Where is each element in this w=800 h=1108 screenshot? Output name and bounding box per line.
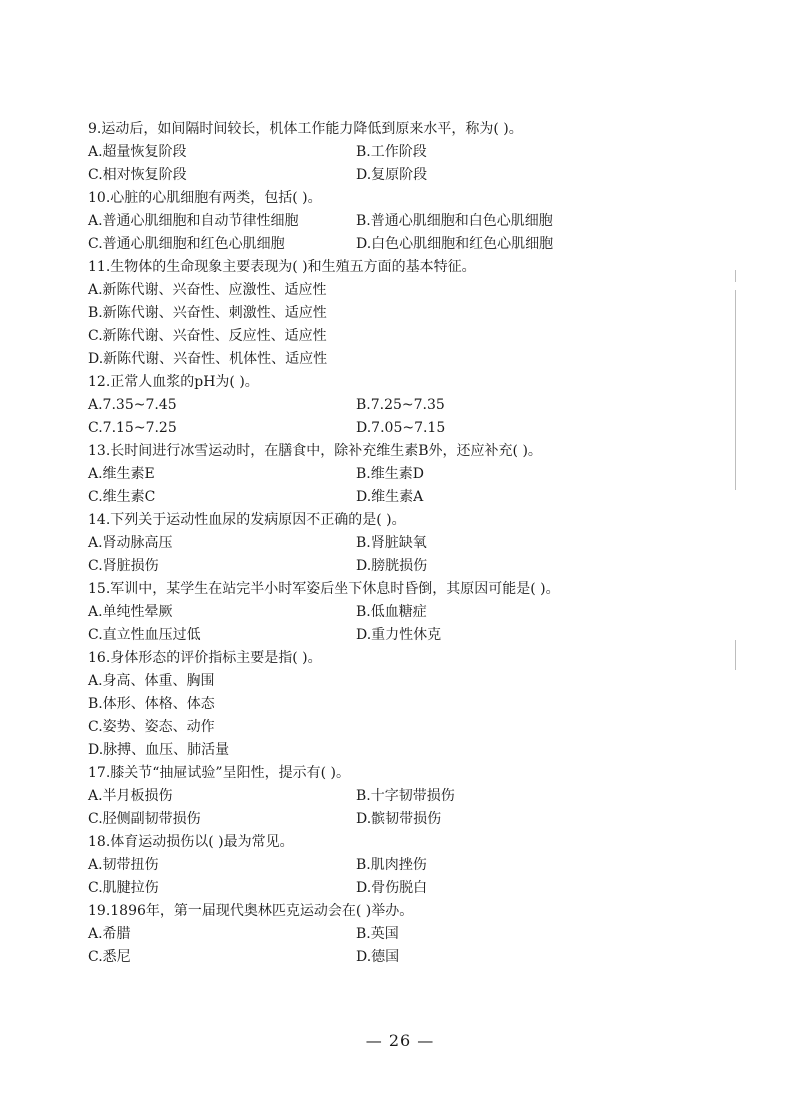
option-group bbox=[88, 463, 728, 509]
option-a: A.普通心肌细胞和自动节律性细胞 bbox=[88, 213, 299, 229]
option-c: C.相对恢复阶段 bbox=[88, 167, 187, 183]
option-group bbox=[88, 923, 728, 969]
question-stem: 10.心脏的心肌细胞有两类，包括( )。 bbox=[88, 190, 322, 206]
margin-scan-line bbox=[735, 640, 736, 670]
option-d: D.新陈代谢、兴奋性、机体性、适应性 bbox=[88, 351, 328, 367]
question-stem: 11.生物体的生命现象主要表现为( )和生殖五方面的基本特征。 bbox=[88, 259, 476, 275]
option-d: D.髌韧带损伤 bbox=[356, 811, 442, 827]
option-a: A.维生素E bbox=[88, 466, 155, 482]
option-b: B.维生素D bbox=[356, 466, 424, 482]
question-stem: 13.长时间进行冰雪运动时，在膳食中，除补充维生素B外，还应补充( )。 bbox=[88, 443, 542, 459]
option-group bbox=[88, 210, 728, 256]
question-stem: 9.运动后，如间隔时间较长，机体工作能力降低到原来水平，称为( )。 bbox=[88, 121, 523, 137]
question-17 bbox=[88, 762, 728, 831]
option-group bbox=[88, 854, 728, 900]
option-a: A.身高、体重、胸围 bbox=[88, 673, 215, 689]
option-group bbox=[88, 141, 728, 187]
option-a: A.肾动脉高压 bbox=[88, 535, 173, 551]
option-group bbox=[88, 601, 728, 647]
option-c: C.胫侧副韧带损伤 bbox=[88, 811, 201, 827]
option-a: A.7.35~7.45 bbox=[88, 397, 177, 413]
option-b: B.低血糖症 bbox=[356, 604, 427, 620]
question-15 bbox=[88, 578, 728, 647]
option-c: C.7.15~7.25 bbox=[88, 420, 177, 436]
option-a: A.单纯性晕厥 bbox=[88, 604, 173, 620]
option-b: B.肾脏缺氧 bbox=[356, 535, 427, 551]
question-stem: 12.正常人血浆的pH为( )。 bbox=[88, 374, 259, 390]
question-stem: 16.身体形态的评价指标主要是指( )。 bbox=[88, 650, 322, 666]
page-number: — 26 — bbox=[365, 1031, 435, 1050]
option-d: D.德国 bbox=[356, 949, 400, 965]
option-c: C.悉尼 bbox=[88, 949, 131, 965]
option-c: C.新陈代谢、兴奋性、反应性、适应性 bbox=[88, 328, 327, 344]
option-b: B.十字韧带损伤 bbox=[356, 788, 455, 804]
question-9 bbox=[88, 118, 728, 187]
option-d: D.膀胱损伤 bbox=[356, 558, 428, 574]
question-stem: 19.1896年，第一届现代奥林匹克运动会在( )举办。 bbox=[88, 903, 414, 919]
option-d: D.复原阶段 bbox=[356, 167, 428, 183]
option-d: D.维生素A bbox=[356, 489, 424, 505]
option-b: B.新陈代谢、兴奋性、刺激性、适应性 bbox=[88, 305, 327, 321]
option-d: D.7.05~7.15 bbox=[356, 420, 446, 436]
option-b: B.7.25~7.35 bbox=[356, 397, 445, 413]
option-a: A.半月板损伤 bbox=[88, 788, 173, 804]
question-list bbox=[88, 118, 728, 969]
question-stem: 18.体育运动损伤以( )最为常见。 bbox=[88, 834, 294, 850]
option-c: C.普通心肌细胞和红色心肌细胞 bbox=[88, 236, 285, 252]
option-group bbox=[88, 532, 728, 578]
option-a: A.韧带扭伤 bbox=[88, 857, 159, 873]
option-c: C.姿势、姿态、动作 bbox=[88, 719, 215, 735]
option-b: B.普通心肌细胞和白色心肌细胞 bbox=[356, 213, 553, 229]
option-a: A.新陈代谢、兴奋性、应激性、适应性 bbox=[88, 282, 327, 298]
margin-scan-line bbox=[735, 290, 736, 490]
option-d: D.白色心肌细胞和红色心肌细胞 bbox=[356, 236, 554, 252]
question-16 bbox=[88, 647, 728, 762]
option-group bbox=[88, 785, 728, 831]
question-18 bbox=[88, 831, 728, 900]
question-stem: 15.军训中，某学生在站完半小时军姿后坐下休息时昏倒，其原因可能是( )。 bbox=[88, 581, 560, 597]
option-b: B.工作阶段 bbox=[356, 144, 427, 160]
option-a: A.希腊 bbox=[88, 926, 131, 942]
question-13 bbox=[88, 440, 728, 509]
option-c: C.肾脏损伤 bbox=[88, 558, 159, 574]
question-10 bbox=[88, 187, 728, 256]
question-19 bbox=[88, 900, 728, 969]
question-12 bbox=[88, 371, 728, 440]
option-c: C.直立性血压过低 bbox=[88, 627, 201, 643]
option-group bbox=[88, 670, 728, 762]
option-b: B.英国 bbox=[356, 926, 399, 942]
option-d: D.脉搏、血压、肺活量 bbox=[88, 742, 230, 758]
option-d: D.骨伤脱白 bbox=[356, 880, 428, 896]
margin-scan-line bbox=[735, 270, 736, 282]
option-group bbox=[88, 279, 728, 371]
option-group bbox=[88, 394, 728, 440]
option-c: C.肌腱拉伤 bbox=[88, 880, 159, 896]
question-14 bbox=[88, 509, 728, 578]
option-a: A.超量恢复阶段 bbox=[88, 144, 187, 160]
option-b: B.肌肉挫伤 bbox=[356, 857, 427, 873]
option-c: C.维生素C bbox=[88, 489, 156, 505]
question-stem: 14.下列关于运动性血尿的发病原因不正确的是( )。 bbox=[88, 512, 406, 528]
question-11 bbox=[88, 256, 728, 371]
option-d: D.重力性休克 bbox=[356, 627, 442, 643]
question-stem: 17.膝关节“抽屉试验”呈阳性，提示有( )。 bbox=[88, 765, 350, 781]
option-b: B.体形、体格、体态 bbox=[88, 696, 215, 712]
